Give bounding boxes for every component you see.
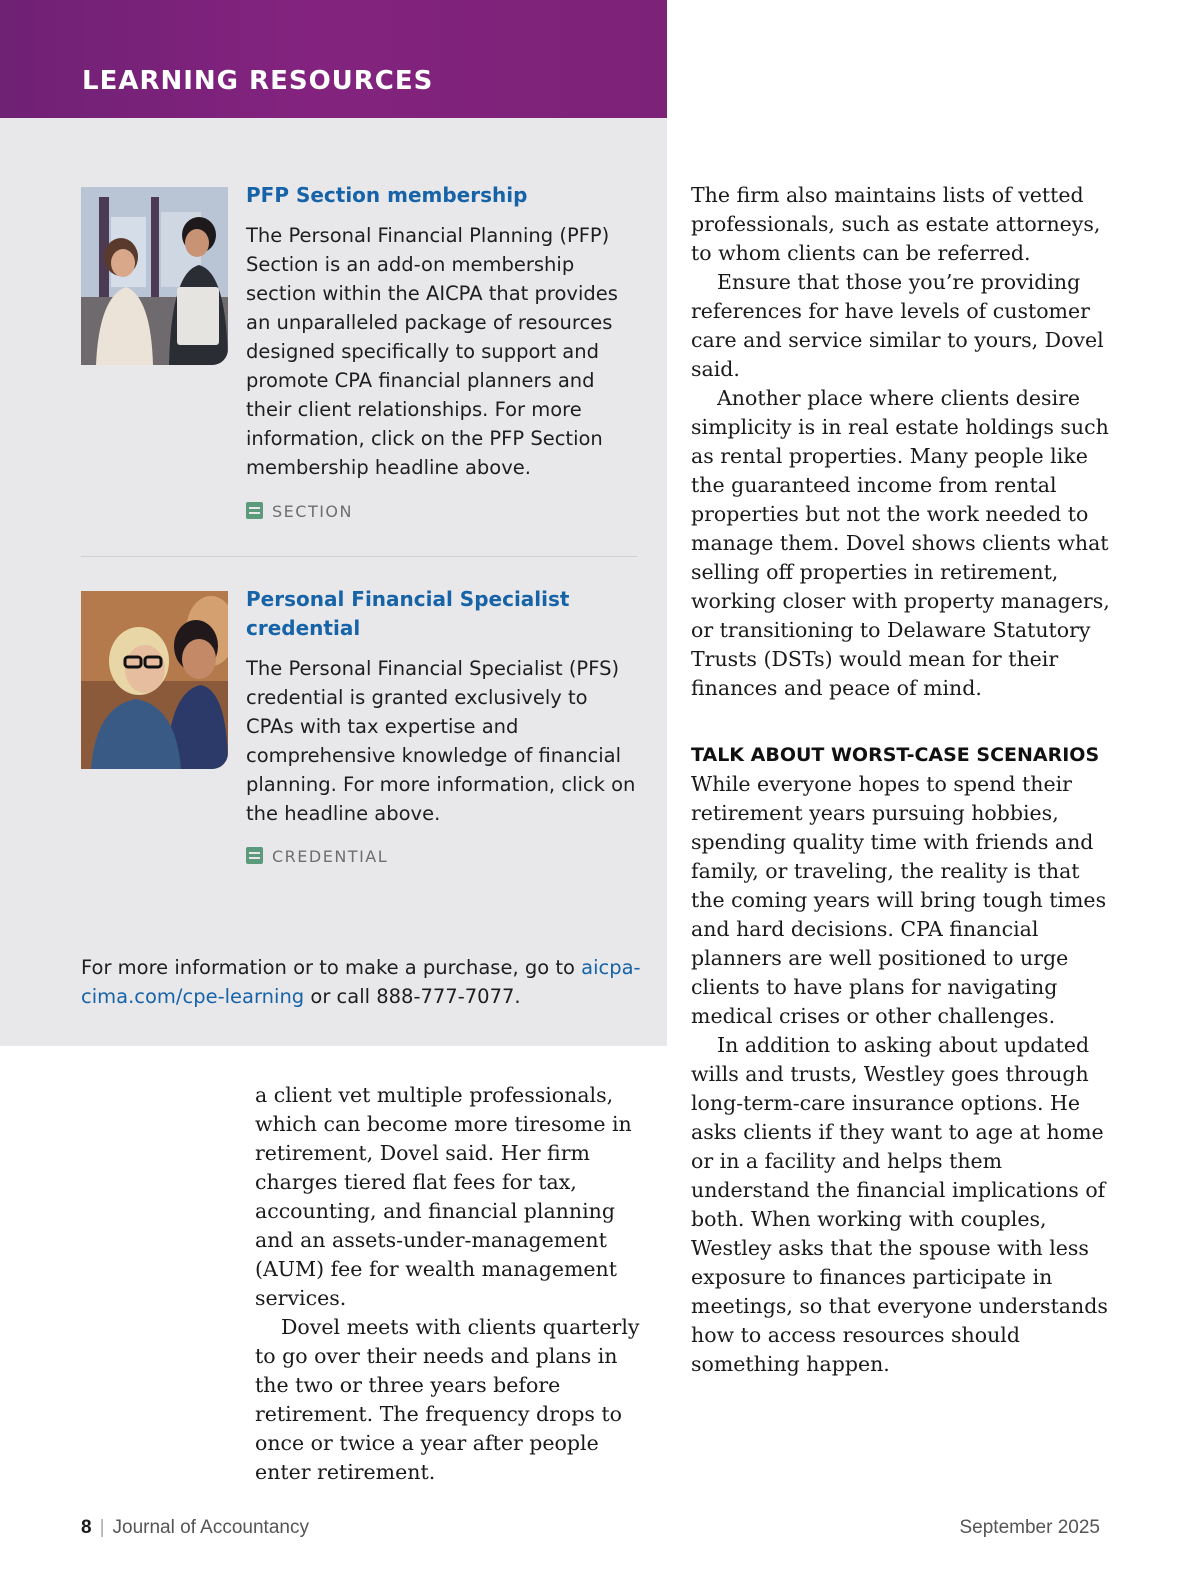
pfs-credential-photo[interactable] — [81, 591, 228, 769]
article-paragraph: Another place where clients desire simplicity is in real estate holdings such as rental properties. Many people like the guaranteed income from rental properties but not the work needed to manage them. Dovel shows clients what selling off properties in retirement, working closer with property managers, or transitioning to Delaware Statutory Trusts (DSTs) would mean for their finances and peace of mind. — [691, 386, 1110, 700]
article-paragraph: Dovel meets with clients quarterly to go over their needs and plans in the two or three years before retirement. The frequency drops to once or twice a year after people enter retirement. — [255, 1315, 640, 1484]
tag-label: CREDENTIAL — [272, 847, 389, 866]
issue-date: September 2025 — [959, 1517, 1100, 1538]
people-smiling-image — [81, 591, 228, 769]
page-footer-left — [81, 1517, 309, 1539]
section-header: LEARNING RESOURCES — [82, 66, 434, 96]
article-subheading: TALK ABOUT WORST-CASE SCENARIOS — [691, 744, 1100, 766]
section-banner — [0, 0, 667, 118]
article-left-column — [255, 1081, 645, 1487]
page-number: 8 — [81, 1517, 92, 1538]
article-paragraph: While everyone hopes to spend their retirement years pursuing hobbies, spending quality time with friends and family, or traveling, the reality is that the coming years will bring tough times and hard decisions. CPA financial planners are well positioned to urge clients to have plans for navigating medical crises or other challenges. — [691, 772, 1107, 1028]
tag-label: SECTION — [272, 502, 353, 521]
more-info-prefix: For more information or to make a purchase, go to — [81, 956, 575, 979]
pfp-section-title[interactable]: PFP Section membership — [246, 183, 528, 207]
more-info-text — [81, 953, 651, 1011]
pfp-section-tag — [246, 502, 353, 524]
pfs-credential-tag — [246, 847, 388, 869]
article-paragraph: Ensure that those you’re providing references for have levels of customer care and service similar to yours, Dovel said. — [691, 270, 1104, 381]
pfs-credential-description: The Personal Financial Specialist (PFS) credential is granted exclusively to CPAs with tax expertise and comprehensive knowledge of financial planning. For more information, click on the headline above. — [246, 657, 636, 825]
more-info-suffix: or call 888-777-7077. — [310, 985, 521, 1008]
article-paragraph: In addition to asking about updated wills and trusts, Westley goes through long-term-care insurance options. He asks clients if they want to age at home or in a facility and helps them understand the financial implications of both. When working with couples, Westley asks that the spouse with less exposure to finances participate in meetings, so that everyone understands how to access resources should something happen. — [691, 1033, 1108, 1376]
article-right-column — [691, 181, 1111, 1379]
pfp-section-photo[interactable] — [81, 187, 228, 365]
resource-divider — [81, 556, 637, 557]
article-paragraph: a client vet multiple professionals, which can become more tiresome in retirement, Dovel said. Her firm charges tiered flat fees for tax, accounting, and financial planning and an assets-under-management (AUM) fee for wealth management services. — [255, 1083, 632, 1310]
publication-name: Journal of Accountancy — [112, 1517, 309, 1538]
cpe-learning-link[interactable]: aicpa-cima.com/cpe-learning — [81, 956, 641, 1008]
pfs-credential-title[interactable]: Personal Financial Specialist credential — [246, 587, 570, 640]
document-icon — [246, 847, 263, 864]
article-paragraph: The firm also maintains lists of vetted professionals, such as estate attorneys, to whom clients can be referred. — [691, 183, 1101, 265]
office-meeting-image — [81, 187, 228, 365]
document-icon — [246, 502, 263, 519]
footer-separator: | — [99, 1517, 105, 1538]
pfp-section-description: The Personal Financial Planning (PFP) Section is an add-on membership section within the AICPA that provides an unparalleled package of resources designed specifically to support and promote CPA financial planners and their client relationships. For more information, click on the PFP Section membership headline above. — [246, 224, 618, 479]
